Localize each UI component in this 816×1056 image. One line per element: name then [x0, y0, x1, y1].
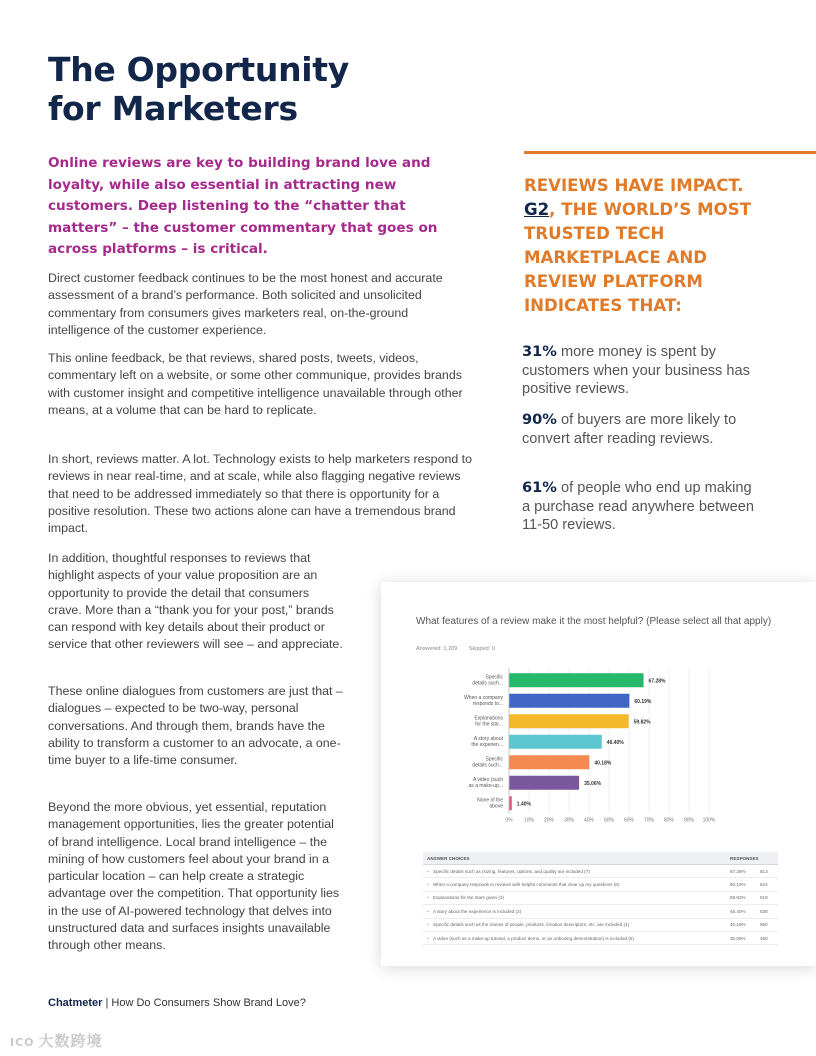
- stat-item: [522, 343, 762, 399]
- bar: [509, 776, 579, 790]
- stat-value: 61%: [522, 479, 557, 496]
- impact-line1: REVIEWS HAVE IMPACT.: [524, 176, 744, 195]
- row-count: 624: [760, 882, 768, 888]
- stat-text: of people who end up making a purchase read anywhere between 11-50 reviews.: [522, 480, 755, 534]
- bar-category-label: the experien...: [471, 741, 503, 748]
- g2-link[interactable]: G2: [524, 200, 550, 219]
- row-choice: Specific details such as the names of people, products, location descriptors, etc. are included (4): [433, 922, 630, 928]
- bar: [509, 796, 512, 810]
- bar-category-label: Explanations: [474, 715, 503, 722]
- row-count: 538: [760, 908, 768, 914]
- bar-value-label: 40.18%: [594, 760, 612, 767]
- row-count: 813: [760, 868, 768, 874]
- bar-value-label: 35.06%: [584, 780, 602, 787]
- survey-bar-chart: [416, 664, 726, 829]
- bar-category-label: None of the: [477, 797, 503, 804]
- bar: [509, 714, 629, 728]
- header-responses[interactable]: RESPONSES: [730, 855, 759, 861]
- footer-separator: |: [102, 997, 112, 1009]
- x-tick-label: 0%: [505, 817, 513, 824]
- row-pct: 35.06%: [730, 935, 746, 941]
- x-tick-label: 60%: [623, 817, 635, 824]
- bar-category-label: above: [489, 803, 503, 810]
- x-tick-label: 20%: [543, 817, 555, 824]
- stat-item: [522, 479, 762, 535]
- bar-value-label: 46.40%: [606, 739, 624, 746]
- row-choice: Explanations for the stars given (3): [433, 895, 504, 901]
- stat-text: more money is spent by customers when your business has positive reviews.: [522, 344, 750, 398]
- row-choice: A video (such as a make-up tutorial, a product demo, or an unboxing demonstration) is included (5): [433, 935, 634, 941]
- x-tick-label: 90%: [683, 817, 695, 824]
- row-count: 550: [760, 922, 768, 928]
- watermark-logo: ICO: [10, 1036, 35, 1049]
- x-tick-label: 30%: [563, 817, 575, 824]
- sidebar-divider: [524, 151, 816, 154]
- bar-value-label: 59.82%: [633, 719, 651, 726]
- table-row: • Explanations for the stars given (3) 59.82% 619: [423, 892, 778, 905]
- impact-rest: , THE WORLD’S MOST TRUSTED TECH MARKETPLACE AND REVIEW PLATFORM INDICATES THAT:: [524, 200, 752, 315]
- bar-category-label: Specific: [485, 756, 503, 763]
- lead-paragraph: Online reviews are key to building brand love and loyalty, while also essential in attracting new customers. Deep listening to the “chatter that matters” – the customer commentary that goes on across platforms – is critical.: [48, 155, 438, 257]
- table-row: • Specific details such as the names of people, products, location descriptors, etc. are included (4) 40.18% 550: [423, 919, 778, 932]
- row-count: 480: [760, 935, 768, 941]
- x-tick-label: 70%: [643, 817, 655, 824]
- x-tick-label: 10%: [523, 817, 535, 824]
- bar-value-label: 60.19%: [634, 698, 652, 705]
- responses-table: [423, 852, 778, 945]
- row-choice: When a company responds to reviews with helpful comments that clear up my questions (6): [433, 882, 620, 888]
- table-row: • A story about the experience is included (2) 46.40% 538: [423, 905, 778, 918]
- page-title-line1: The Opportunity: [48, 50, 349, 89]
- bar: [509, 673, 644, 687]
- answered-count: Answered: 1,209: [416, 646, 458, 652]
- bar: [509, 755, 589, 769]
- stat-text: of buyers are more likely to convert after reading reviews.: [522, 412, 737, 447]
- row-count: 619: [760, 895, 768, 901]
- bar-category-label: responds to...: [472, 700, 503, 707]
- bar-category-label: A story about: [473, 735, 503, 742]
- bar-category-label: as a make-up...: [468, 782, 503, 789]
- row-choice: A story about the experience is included (2): [433, 908, 522, 914]
- body-paragraph: Beyond the more obvious, yet essential, reputation management opportunities, lies the greater potential of brand intelligence. Local brand intelligence – the mining of how customers feel about your brand in a particular location – can help create a strategic advantage over the competition. That opportunity lies in the use of AI-powered technology that delves into unstructured data and surfaces insights unavailable through other means.: [48, 800, 340, 953]
- bar-category-label: for the star...: [475, 721, 503, 728]
- bar-value-label: 67.28%: [648, 678, 666, 685]
- body-paragraph: These online dialogues from customers are just that – dialogues – expected to be two-way, personal conversations. And through them, brands have the ability to transform a customer to an advocate, a one-time buyer to a life-time consumer.: [48, 684, 343, 768]
- page-footer: [48, 997, 306, 1009]
- bar-category-label: When a company: [464, 694, 503, 701]
- x-tick-label: 100%: [702, 817, 716, 824]
- header-answer-choices: ANSWER CHOICES: [427, 855, 470, 861]
- page-title: [48, 50, 488, 128]
- x-tick-label: 80%: [663, 817, 675, 824]
- body-paragraph: This online feedback, be that reviews, shared posts, tweets, videos, commentary left on a website, or some other communique, provides brands with customer insight and competitive intelligence unavailable through other means, at a volume that can be hard to replicate.: [48, 351, 463, 417]
- bar-category-label: A video (such: [472, 776, 503, 783]
- watermark-text: 大数跨境: [38, 1032, 103, 1050]
- body-paragraph: Direct customer feedback continues to be the most honest and accurate assessment of a brand’s performance. Both solicited and unsolicited commentary from consumers gives marketers real, on-the-ground intelligence of the customer experience.: [48, 271, 443, 337]
- bar-value-label: 1.40%: [516, 801, 531, 808]
- stat-value: 31%: [522, 343, 557, 360]
- x-tick-label: 40%: [583, 817, 595, 824]
- table-row: • A video (such as a make-up tutorial, a product demo, or an unboxing demonstration) is included (5) 35.06% 480: [423, 932, 778, 945]
- bar-category-label: details such...: [472, 762, 503, 769]
- row-pct: 59.82%: [730, 895, 746, 901]
- stat-value: 90%: [522, 411, 557, 428]
- row-pct: 67.28%: [730, 868, 746, 874]
- body-paragraph: In short, reviews matter. A lot. Technology exists to help marketers respond to reviews in near real-time, and at scale, while also flagging negative reviews that need to be addressed immediately so that there is opportunity for a positive resolution. These two actions alone can have a tremendous brand impact.: [48, 452, 473, 536]
- row-pct: 40.18%: [730, 922, 746, 928]
- watermark: [10, 1030, 103, 1051]
- body-paragraph: In addition, thoughtful responses to reviews that highlight aspects of your value proposition are an opportunity to provide the detail that consumers crave. More than a “thank you for your post,” brands can respond with key details about their product or service that other reviewers will see – and appreciate.: [48, 551, 343, 652]
- bar: [509, 694, 629, 708]
- table-row: • Specific details such as (sizing, features, options, and quality are included (7) 67.28% 813: [423, 865, 778, 878]
- bar-category-label: details such...: [472, 680, 503, 687]
- bar: [509, 735, 602, 749]
- page-title-line2: for Marketers: [48, 89, 298, 128]
- footer-title: How Do Consumers Show Brand Love?: [111, 997, 306, 1009]
- impact-heading: [524, 174, 784, 318]
- row-pct: 46.40%: [730, 908, 746, 914]
- survey-question: What features of a review make it the most helpful? (Please select all that apply): [416, 616, 772, 627]
- survey-meta: [416, 646, 505, 652]
- row-choice: Specific details such as (sizing, features, options, and quality are included (7): [433, 868, 590, 874]
- footer-brand: Chatmeter: [48, 997, 103, 1009]
- table-row: • When a company responds to reviews with helpful comments that clear up my questions (6) 60.19% 624: [423, 878, 778, 891]
- table-header: [423, 852, 778, 865]
- stat-item: [522, 411, 762, 448]
- row-pct: 60.19%: [730, 882, 746, 888]
- skipped-count: Skipped: 0: [468, 646, 495, 652]
- bar-category-label: Specific: [485, 674, 503, 681]
- x-tick-label: 50%: [603, 817, 615, 824]
